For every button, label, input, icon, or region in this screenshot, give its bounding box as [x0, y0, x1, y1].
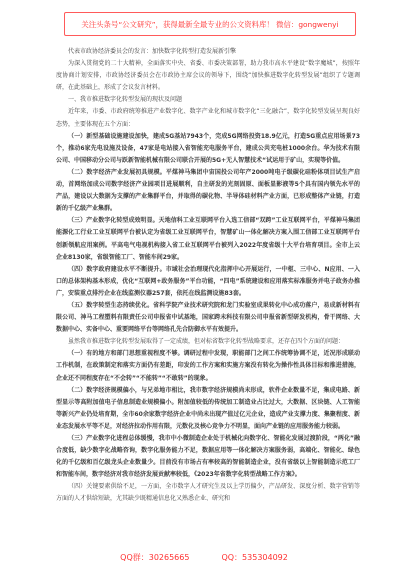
- problems-intro: 虽然我市推进数字化转型发展取得了一定成绩，但对标省数字化转型战略要求，还存在四个方面的问题：: [68, 338, 345, 346]
- promo-banner: [64, 12, 356, 36]
- point-industry-digitization: （三）产业数字化转型成效明显。天地信科工业互联网平台入选工信部“双跨”工业互联网平台，平煤神马集团能源化工行业工业互联网平台被认定为省级工业互联网平台，智慧矿山一体化解决方案入围工信部工业互联网平台创新领航应用案例。平高电气电视机构接入省工业互联网平台被列入2022年度省级十大平台培育项目。全市上云企业8130家，省级智能工厂、智能车间29家。: [56, 217, 360, 261]
- intro-paragraph: 为深入贯彻党的二十大精神，全面落实中央、省委、市委决策部署，助力我市高水平建设“数字魔城”，按照年度协商计划安排，市政协经济委员会在市政协主席会议的领导下，围绕“加快推进数字化转型发展”组织了专题调研，在此基础上，形成了会议发言材料。: [56, 60, 360, 92]
- section-heading-1: 一、我市推进数字化转型发展的现状及问题: [68, 96, 183, 104]
- contact-footer: [0, 552, 408, 570]
- problem-scale: （二）数字经济规模偏小，与兄弟地市相比，我市数字经济规模尚未形成，软件企业数量不足，集成电路、新型显示等高附加值电子信息制造业规模偏小。附加值较低的传统加工制造业占比过大，大数据、区块链、人工智能等新兴产业仍处培育期，全市60余家数字经济企业中尚未出现产值过亿元企业，造成产业支撑力度、集聚程度、新业态发展水平等不足，对经济拉动作用有限，元数化及核心竞争力不明显，面向产业链的应用服务能力较弱。: [56, 386, 360, 430]
- point-ecosystem: （五）数字转型生态持续优化。省科学院产业技术研究院和龙门实验室成果转化中心成功落户，易成新材料有限公司、神马工程塑料有限责任公司申报省中试基地，国家跨未科技有限公司申报省新型研发机构，骨干网络、大数据中心、实备中心、重要网络平台等网络孔先合防御水平有效提升。: [56, 301, 360, 334]
- problem-factors: （四）关键要素供给不足，一方面，全市数字人才研究生及以上学历偏少，产品研发、深度分析、数字营销等方面的人才供给短缺，尤其缺少既精通信息化又熟悉企业、研究和: [56, 483, 360, 503]
- overview-paragraph: 近年来，市委、市政府统筹推进产业数字化、数字产业化和城市数字化“三化融合”，数字化转型发展呈现良好态势，主要体现在五个方面：: [56, 108, 360, 128]
- point-infrastructure: （一）新型基础设施建设加快，建成5G基站7943个，完成5G网络投资18.9亿元，打造5G重点应用场景73个，推动6家先电设施及设备，47家是电站接入省智能充电服务平台，建成公共充电桩1000余台。华为技术有限公司、中国移动分公司与跃新智能机械有限公司联合开展的5G+无人智慧技术“试运用于矿山，实现等价值。: [56, 132, 360, 164]
- problem-progress: （三）产业数字化进程总体缓慢，我市中小微制造企业处于机械化向数字化、智能化发展过渡阶段，“两化”融合度低，缺少数字化战略咨询，数字化服务能力不足，数据应用等一体化解决方案服务弱，高端化、智能化、绿色化的千亿级和百亿级龙头企业数量少。目前没有市场占有率较高的智能制造企业，没有省级以上智能制造示范工厂和智能车间，数字经济对我市经济发展贡献率较低，《2023年省数字化转型战略工作方案》。: [56, 435, 360, 479]
- doc-title-line: 代表市政协经济委员会的发言：加快数字化转型打造发展新引擎: [68, 48, 237, 55]
- document-body: [56, 46, 360, 506]
- point-digital-economy: （二）数字经济产业发展初具规模。平煤神马集团中宙国投公司年产2000吨电子级碳化硅粉体项目试生产启动，首网络加成公司数字经济产业园项目进展顺利，自主研发的光刻固原、面板显影液等5个具有国内领先水平的产品，建设以大数据为支撑的产业集群平台，并取得的碳化物、半导体硅材料产业方面，已形成整体产业链，打造新的千亿级产业集群。: [56, 168, 360, 213]
- qq-text: QQ：535304092: [221, 553, 288, 562]
- promo-banner-text: 关注头条号“公文研究”，获得最新全最专业的公文资料库！ 微信：gongwenyi: [81, 19, 339, 29]
- problem-attention: （一）有的地方和部门思想重视程度不够。调研过程中发现，职能部门之间工作统筹协调不足，近况形成联动工作机制，在政策制定和落实方面仍有差距，印发的工作方案和实施方案没有转化为操作性具体目标和推进措施，企业还不同程度存在“不会转”“不能转”“不敢转”的现象。: [56, 350, 360, 382]
- point-digital-government: （四）数字政府建设水平不断提升。市域社会治理现代化指挥中心开展运行，一中枢、三中心、N应用、一入口的总体架构基本形成，优化“互联网+政务服务”平台功能，“四电”系统建设和应用落实标准服务并电子政务办推广，安装重点排污企业在线监测仪器257套，依托在线监测设施83套。: [56, 265, 360, 297]
- qq-group-text: QQ群：30265665: [120, 553, 190, 562]
